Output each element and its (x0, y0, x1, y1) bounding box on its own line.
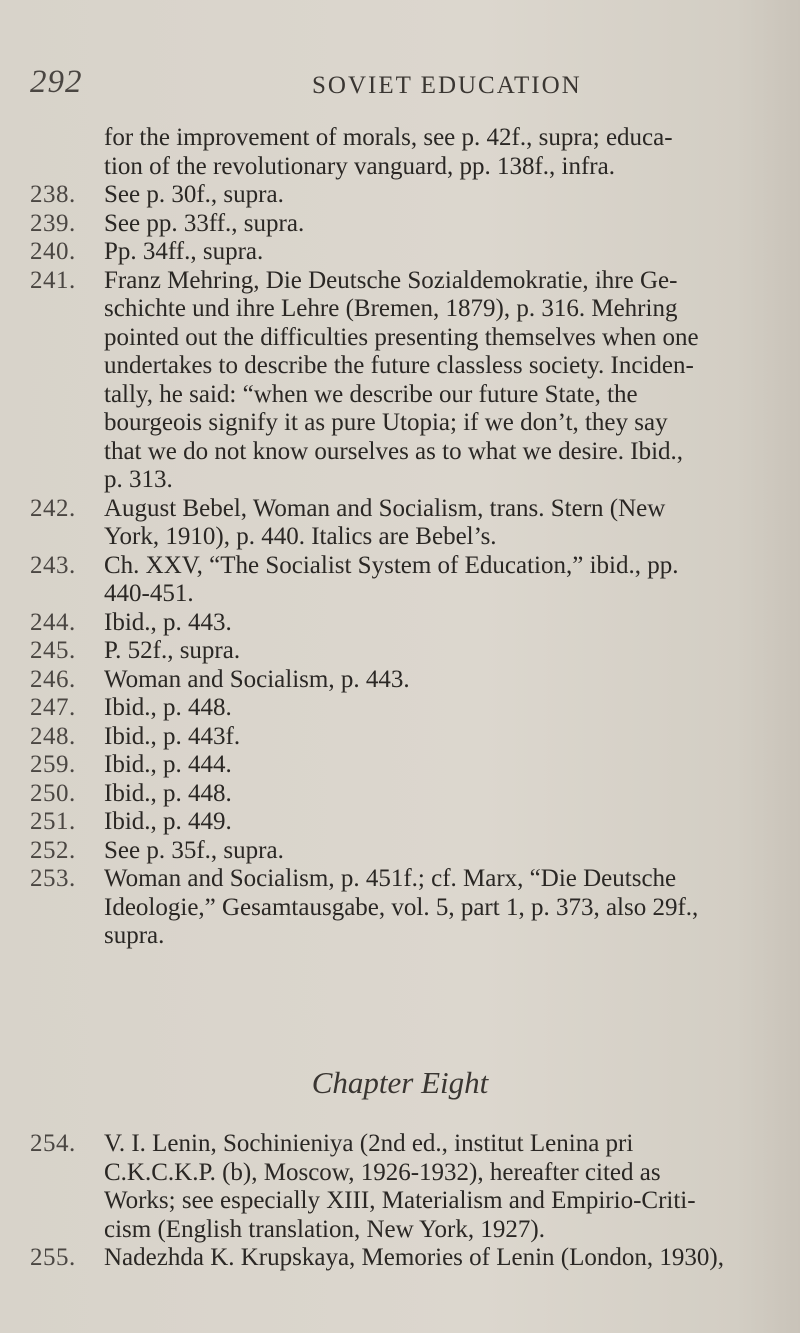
footnote-line: Ibid., p. 449. (104, 808, 232, 835)
footnote-line: tally, he said: “when we describe our future State, the (104, 380, 638, 408)
footnote (0, 609, 800, 638)
running-head: SOVIET EDUCATION (312, 72, 582, 99)
footnote (0, 238, 800, 267)
footnote-line: York, 1910), p. 440. Italics are Bebel’s. (104, 523, 497, 550)
footnote-number: 255. (30, 1244, 76, 1271)
notes-list (0, 124, 800, 951)
footnote-number: 246. (30, 665, 76, 693)
footnote-number: 242. (30, 494, 76, 522)
footnote (0, 837, 800, 866)
footnote-line: supra. (104, 922, 165, 949)
footnote-line: P. 52f., supra. (104, 637, 241, 664)
footnote-line: pointed out the difficulties presenting themselves when one (104, 323, 699, 351)
footnote-line: Ibid., p. 443. (104, 608, 232, 636)
footnote-line: Ibid., p. 448. (104, 779, 232, 807)
note-line: tion of the revolutionary vanguard, pp. 138f., infra. (104, 152, 615, 180)
footnote-line: that we do not know ourselves as to what we desire. Ibid., (104, 437, 684, 465)
footnote-number: 241. (30, 266, 76, 294)
footnote-line: Ibid., p. 444. (104, 751, 232, 778)
footnote-line: Franz Mehring, Die Deutsche Sozialdemokratie, ihre Ge- (104, 266, 678, 294)
footnote (0, 495, 800, 552)
footnote-number: 245. (30, 637, 76, 664)
footnote (0, 267, 800, 495)
chapter-heading: Chapter Eight (311, 1065, 489, 1100)
footnote-line: August Bebel, Woman and Socialism, trans. Stern (New (104, 494, 666, 522)
footnote-line: cism (English translation, New York, 1927). (104, 1215, 545, 1243)
footnote (0, 210, 800, 239)
footnote-line: Pp. 34ff., supra. (104, 238, 264, 265)
footnote (0, 1130, 800, 1244)
footnote-line: Works; see especially XIII, Materialism and Empirio-Criti- (104, 1187, 696, 1214)
page-number: 292 (30, 64, 83, 100)
footnote-number: 238. (30, 181, 76, 208)
footnote (0, 666, 800, 695)
footnote-number: 247. (30, 694, 76, 721)
footnote-line: Woman and Socialism, p. 443. (104, 665, 410, 693)
notes-container (0, 181, 800, 951)
footnote-line: Ibid., p. 448. (104, 694, 232, 721)
footnote-line: See p. 35f., supra. (104, 836, 284, 864)
footnote-line: Woman and Socialism, p. 451f.; cf. Marx, “Die Deutsche (104, 865, 677, 892)
footnote (0, 1244, 800, 1273)
footnote (0, 751, 800, 780)
footnote (0, 780, 800, 809)
footnote (0, 552, 800, 609)
footnote-number: 243. (30, 551, 76, 579)
footnote-number: 253. (30, 865, 76, 892)
footnote (0, 637, 800, 666)
footnote-line: See p. 30f., supra. (104, 181, 284, 208)
notes-container (0, 1130, 800, 1273)
footnote (0, 723, 800, 752)
footnote-number: 259. (30, 751, 76, 778)
footnote-line: C.K.C.K.P. (b), Moscow, 1926-1932), hereafter cited as (104, 1158, 661, 1186)
footnote-number: 239. (30, 209, 76, 237)
page-header (0, 64, 800, 112)
footnote-line: schichte und ihre Lehre (Bremen, 1879), p. 316. Mehring (104, 295, 678, 322)
footnote-number: 251. (30, 808, 76, 835)
footnote (0, 865, 800, 951)
footnote-line: See pp. 33ff., supra. (104, 209, 305, 237)
note-continuation (0, 124, 800, 181)
footnote-number: 254. (30, 1130, 76, 1157)
footnote-line: Ibid., p. 443f. (104, 722, 241, 750)
footnote-line: bourgeois signify it as pure Utopia; if we don’t, they say (104, 409, 668, 436)
footnote-number: 248. (30, 722, 76, 750)
footnote-line: 440-451. (104, 580, 194, 607)
footnote (0, 694, 800, 723)
footnote-line: V. I. Lenin, Sochinieniya (2nd ed., institut Lenina pri (104, 1130, 634, 1157)
footnote (0, 808, 800, 837)
note-line: for the improvement of morals, see p. 42f., supra; educa- (104, 124, 673, 151)
footnote-number: 250. (30, 779, 76, 807)
footnote-number: 252. (30, 836, 76, 864)
notes-list-after-heading (0, 1130, 800, 1273)
footnote-line: Nadezhda K. Krupskaya, Memories of Lenin (London, 1930), (104, 1244, 724, 1271)
footnote (0, 181, 800, 210)
footnote-line: Ch. XXV, “The Socialist System of Education,” ibid., pp. (104, 551, 679, 579)
footnote-line: undertakes to describe the future classless society. Inciden- (104, 352, 694, 379)
footnote-line: p. 313. (104, 466, 173, 493)
footnote-line: Ideologie,” Gesamtausgabe, vol. 5, part 1, p. 373, also 29f., (104, 893, 699, 921)
footnote-number: 244. (30, 608, 76, 636)
footnote-number: 240. (30, 238, 76, 265)
